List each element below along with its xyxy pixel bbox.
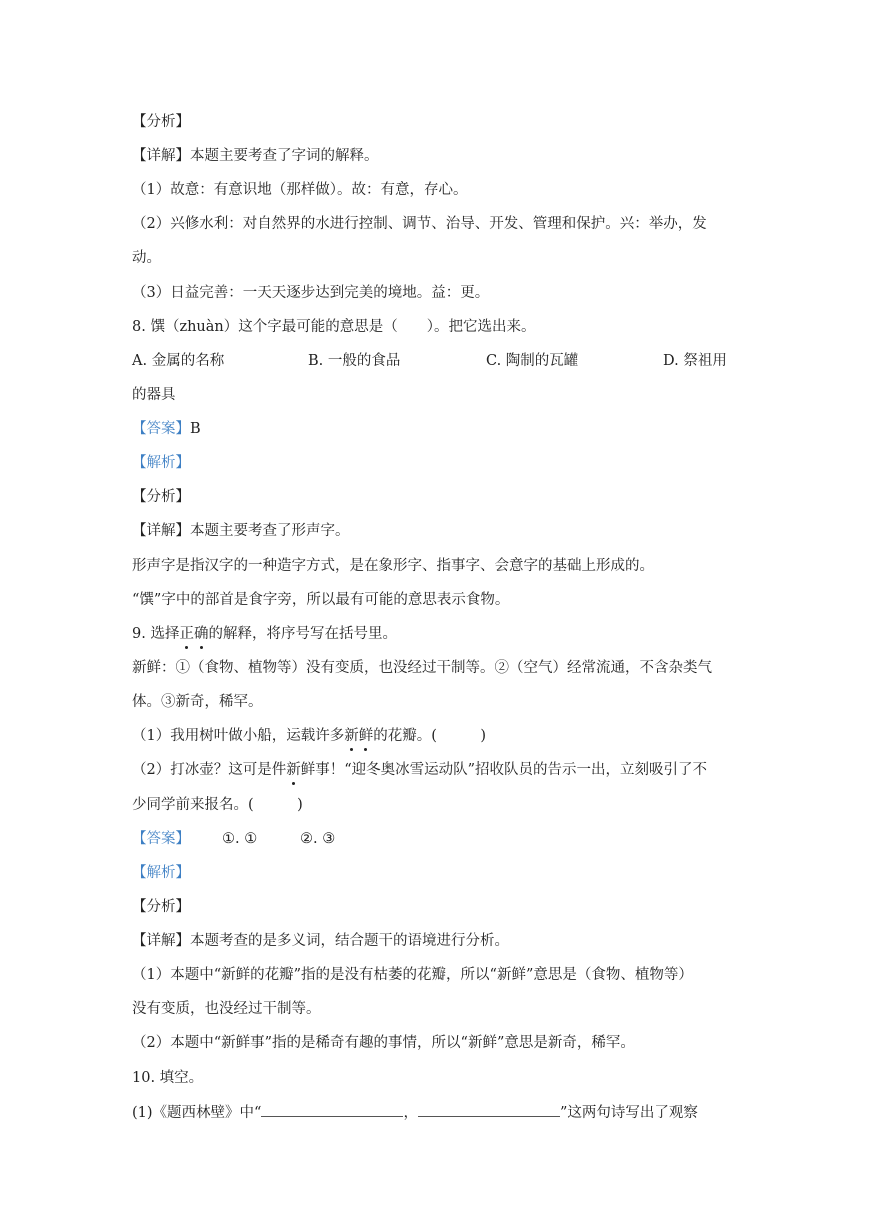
fill-in-text: ， <box>403 1105 418 1121</box>
sentence-1 <box>132 726 738 746</box>
explanation-item-continued: 没有变质，也没经过干制等。 <box>132 1001 321 1017</box>
option-c: C. 陶制的瓦罐 <box>486 353 579 369</box>
fill-in-text: ”这两句诗写出了观察 <box>559 1105 698 1121</box>
sentence-char: 鲜 <box>300 762 316 778</box>
emphasis-dot-char: 新 <box>286 762 301 778</box>
detail-text: 【详解】本题主要考查了字词的解释。 <box>132 148 379 164</box>
answer-line <box>132 419 738 439</box>
fill-in-blank[interactable] <box>418 1102 560 1117</box>
definition-text-continued: 体。③新奇，稀罕。 <box>132 694 263 710</box>
answer-line <box>132 829 738 849</box>
explain-tag: 【解析】 <box>132 455 190 471</box>
sentence-2 <box>132 760 738 780</box>
explain-tag: 【解析】 <box>132 865 190 881</box>
analysis-heading: 【分析】 <box>132 114 190 130</box>
option-b: B. 一般的食品 <box>308 353 401 369</box>
sentence-text: 的花瓣。( ) <box>373 728 487 744</box>
emphasis-dot-char: 确 <box>193 626 209 642</box>
option-d-continued: 的器具 <box>132 387 176 403</box>
emphasis-dot-char: 鲜 <box>358 728 374 744</box>
question-text: 的解释，将序号写在括号里。 <box>208 626 397 642</box>
explanation-item: （1）本题中“新鲜的花瓣”指的是没有枯萎的花瓣，所以“新鲜”意思是（食物、植物等） <box>132 967 693 983</box>
sentence-text: （1）我用树叶做小船，运载许多 <box>132 728 345 744</box>
emphasis-dot-char: 新 <box>344 728 359 744</box>
emphasis-dot-char: 正 <box>179 626 194 642</box>
detail-text: 【详解】本题主要考查了形声字。 <box>132 523 350 539</box>
answer-value: B <box>190 421 201 437</box>
body-text: “馔”字中的部首是食字旁，所以最有可能的意思表示食物。 <box>132 592 510 608</box>
explanation-item: （1）故意：有意识地（那样做）。故：有意，存心。 <box>132 182 468 198</box>
answer-value-2: ②. ③ <box>300 831 336 847</box>
question-9 <box>132 624 738 644</box>
sentence-2-continued: 少同学前来报名。( ) <box>132 797 303 813</box>
option-d: D. 祭祖用 <box>663 353 727 369</box>
analysis-heading: 【分析】 <box>132 899 190 915</box>
analysis-heading: 【分析】 <box>132 489 190 505</box>
explanation-item: （2）本题中“新鲜事”指的是稀奇有趣的事情，所以“新鲜”意思是新奇，稀罕。 <box>132 1035 635 1051</box>
explanation-item-continued: 动。 <box>132 250 161 266</box>
fill-in-line <box>132 1102 738 1123</box>
question-8: 8. 馔（zhuàn）这个字最可能的意思是（ ）。把它选出来。 <box>132 319 536 335</box>
body-text: 形声字是指汉字的一种造字方式，是在象形字、指事字、会意字的基础上形成的。 <box>132 558 654 574</box>
question-10: 10. 填空。 <box>132 1070 204 1086</box>
explanation-item: （3）日益完善：一天天逐步达到完美的境地。益：更。 <box>132 285 490 301</box>
detail-text: 【详解】本题考查的是多义词，结合题干的语境进行分析。 <box>132 933 509 949</box>
fill-in-blank[interactable] <box>261 1102 403 1117</box>
question-text: 9. 选择 <box>132 626 180 642</box>
sentence-text: （2）打冰壶？这可是件 <box>132 762 287 778</box>
fill-in-text: (1)《题西林壁》中“ <box>132 1105 262 1121</box>
sentence-text: 事！“迎冬奥冰雪运动队”招收队员的告示一出，立刻吸引了不 <box>315 762 708 778</box>
answer-tag: 【答案】 <box>132 831 190 847</box>
option-a: A. 金属的名称 <box>132 353 225 369</box>
answer-tag: 【答案】 <box>132 421 190 437</box>
answer-value-1: ①. ① <box>222 831 258 847</box>
explanation-item: （2）兴修水利：对自然界的水进行控制、调节、治导、开发、管理和保护。兴：举办，发 <box>132 216 707 232</box>
definition-text: 新鲜：①（食物、植物等）没有变质，也没经过干制等。②（空气）经常流通，不含杂类气 <box>132 660 712 676</box>
